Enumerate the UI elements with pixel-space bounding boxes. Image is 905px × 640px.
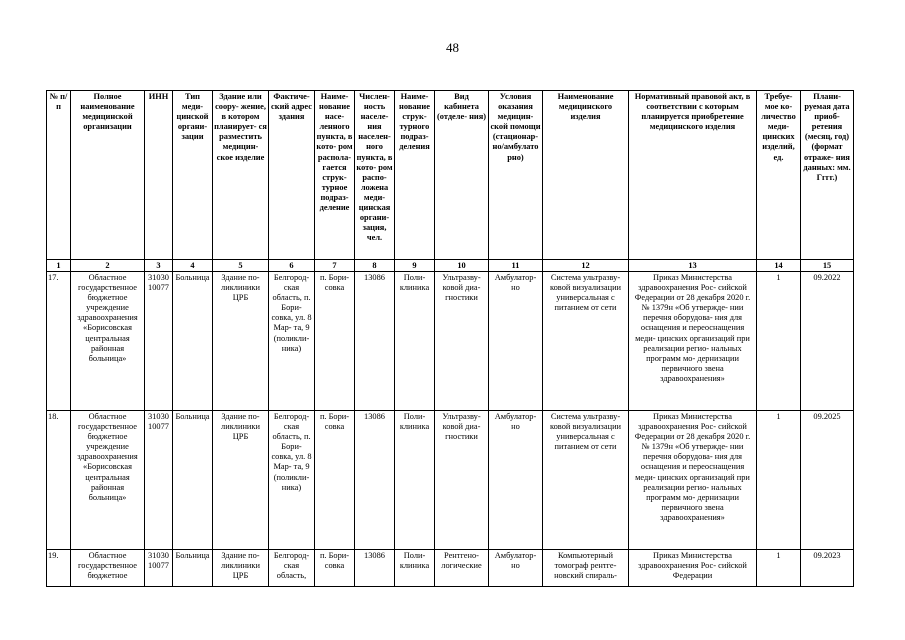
header-act: Нормативный правовой акт, в соответствии с которым планируется приобретение медицинского изделия [629, 91, 757, 260]
header-quantity: Требуе- мое ко- личество меди- цинских изделий, ед. [757, 91, 801, 260]
org-name: Областное государственное бюджетное учреждение здравоохранения «Борисовская центральная районная больница» [71, 411, 145, 550]
conditions: Амбулатор- но [489, 550, 543, 587]
settlement: п. Бори- совка [315, 272, 355, 411]
header-settlement: Наиме- нование насе- ленного пункта, в кото- ром располa- гается струк- турное подраз- деление [315, 91, 355, 260]
table-row [47, 550, 854, 587]
col-num: 10 [435, 260, 489, 272]
row-number: 18. [47, 411, 71, 550]
header-conditions: Условия оказания медицин- ской помощи (стационар- но/амбулато рно) [489, 91, 543, 260]
col-num: 9 [395, 260, 435, 272]
address: Белгород- ская область, п. Бори- совка, ул. 8 Мар- та, 9 (поликли- ника) [269, 272, 315, 411]
org-type: Больница [173, 272, 213, 411]
unit: Поли- клиника [395, 272, 435, 411]
header-population: Числен- ность населе- ния населен- ного пункта, в кото- ром распо- ложена меди- цинская органи- зация, чел. [355, 91, 395, 260]
row-number: 19. [47, 550, 71, 587]
col-num: 2 [71, 260, 145, 272]
population: 13086 [355, 272, 395, 411]
org-type: Больница [173, 550, 213, 587]
equipment-table [46, 90, 854, 587]
conditions: Амбулатор- но [489, 411, 543, 550]
device: Система ультразву- ковой визуализации универсальная с питанием от сети [543, 411, 629, 550]
header-row [47, 91, 854, 260]
col-num: 11 [489, 260, 543, 272]
org-type: Больница [173, 411, 213, 550]
column-number-row [47, 260, 854, 272]
quantity: 1 [757, 411, 801, 550]
col-num: 1 [47, 260, 71, 272]
header-org-name: Полное наименование медицинской организации [71, 91, 145, 260]
col-num: 12 [543, 260, 629, 272]
header-address: Фактиче- ский адрес здания [269, 91, 315, 260]
col-num: 7 [315, 260, 355, 272]
header-device: Наименование медицинского изделия [543, 91, 629, 260]
row-number: 17. [47, 272, 71, 411]
settlement: п. Бори- совка [315, 550, 355, 587]
inn: 31030 10077 [145, 550, 173, 587]
page-number: 48 [446, 40, 459, 55]
col-num: 13 [629, 260, 757, 272]
cabinet: Ультразву- ковой диа- гностики [435, 272, 489, 411]
settlement: п. Бори- совка [315, 411, 355, 550]
device: Компьютерный томограф рентге- новский спираль- [543, 550, 629, 587]
building: Здание по- ликлиники ЦРБ [213, 550, 269, 587]
address: Белгород- ская область, [269, 550, 315, 587]
inn: 31030 10077 [145, 272, 173, 411]
header-cabinet: Вид кабинета (отделе- ния) [435, 91, 489, 260]
col-num: 3 [145, 260, 173, 272]
table-row [47, 411, 854, 550]
col-num: 8 [355, 260, 395, 272]
planned-date: 09.2023 [801, 550, 854, 587]
col-num: 5 [213, 260, 269, 272]
col-num: 4 [173, 260, 213, 272]
inn: 31030 10077 [145, 411, 173, 550]
org-name: Областное государственное бюджетное [71, 550, 145, 587]
conditions: Амбулатор- но [489, 272, 543, 411]
org-name: Областное государственное бюджетное учреждение здравоохранения «Борисовская центральная районная больница» [71, 272, 145, 411]
building: Здание по- ликлиники ЦРБ [213, 272, 269, 411]
legal-act: Приказ Министерства здравоохранения Рос- сийской Федерации [629, 550, 757, 587]
quantity: 1 [757, 272, 801, 411]
unit: Поли- клиника [395, 411, 435, 550]
cabinet: Рентгено- логические [435, 550, 489, 587]
header-date: Плани- руемая дата приоб- ретения (месяц, год) (формат отраже- ния данных: мм. Гггг.) [801, 91, 854, 260]
header-building: Здание или соору- жение, в котором планирует- ся разместить медицин- ское изделие [213, 91, 269, 260]
population: 13086 [355, 550, 395, 587]
cabinet: Ультразву- ковой диа- гностики [435, 411, 489, 550]
header-num: № п/п [47, 91, 71, 260]
col-num: 15 [801, 260, 854, 272]
quantity: 1 [757, 550, 801, 587]
header-unit: Наиме- нование струк- турного подраз- деления [395, 91, 435, 260]
header-inn: ИНН [145, 91, 173, 260]
planned-date: 09.2025 [801, 411, 854, 550]
device: Система ультразву- ковой визуализации универсальная с питанием от сети [543, 272, 629, 411]
header-org-type: Тип меди- цинской органи- зации [173, 91, 213, 260]
planned-date: 09.2022 [801, 272, 854, 411]
population: 13086 [355, 411, 395, 550]
col-num: 14 [757, 260, 801, 272]
col-num: 6 [269, 260, 315, 272]
legal-act: Приказ Министерства здравоохранения Рос- сийской Федерации от 28 декабря 2020 г. № 1379н «Об утвержде- нии перечня оборудова- ния для оснащения и переоснащения меди- цинских организаций при реализации регио- нальных программ мо- дернизации первичного звена здравоохранения» [629, 411, 757, 550]
unit: Поли- клиника [395, 550, 435, 587]
legal-act: Приказ Министерства здравоохранения Рос- сийской Федерации от 28 декабря 2020 г. № 1379н «Об утвержде- нии перечня оборудова- ния для оснащения и переоснащения меди- цинских организаций при реализации регио- нальных программ мо- дернизации первичного звена здравоохранения» [629, 272, 757, 411]
address: Белгород- ская область, п. Бори- совка, ул. 8 Мар- та, 9 (поликли- ника) [269, 411, 315, 550]
building: Здание по- ликлиники ЦРБ [213, 411, 269, 550]
table-row [47, 272, 854, 411]
